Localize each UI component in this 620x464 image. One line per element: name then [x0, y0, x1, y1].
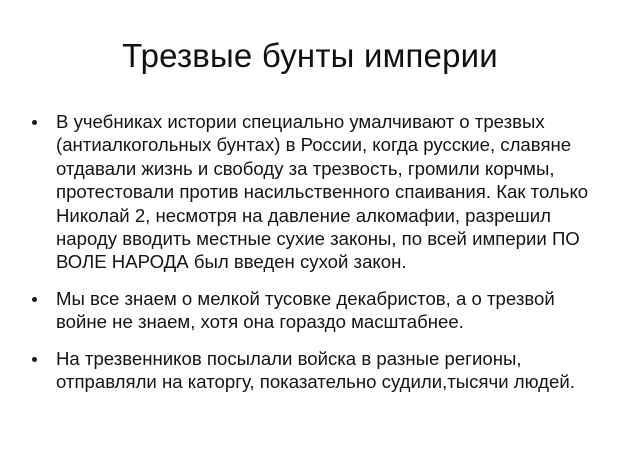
bullet-item: [26, 287, 606, 334]
bullet-dot-icon: [32, 357, 37, 362]
bullet-text: Мы все знаем о мелкой тусовке декабристов, а о трезвой войне не знаем, хотя она гораздо масштабнее.: [56, 287, 555, 333]
bullet-dot-icon: [32, 120, 37, 125]
bullet-list: [26, 110, 606, 406]
bullet-item: [26, 347, 606, 394]
bullet-text: На трезвенников посылали войска в разные регионы, отправляли на каторгу, показательно судили,тысячи людей.: [56, 347, 575, 393]
bullet-dot-icon: [32, 297, 37, 302]
bullet-item: [26, 110, 606, 274]
slide-title: Трезвые бунты империи: [122, 37, 498, 74]
bullet-text: В учебниках истории специально умалчивают о трезвых (антиалкогольных бунтах) в России, когда русские, славяне отдавали жизнь и свободу за трезвость, громили корчмы, протестовали против насильственного спаивания. Как только Николай 2, несмотря на давление алкомафии, разрешил народу вводить местные сухие законы, по всей империи ПО ВОЛЕ НАРОДА был введен сухой закон.: [56, 111, 589, 273]
